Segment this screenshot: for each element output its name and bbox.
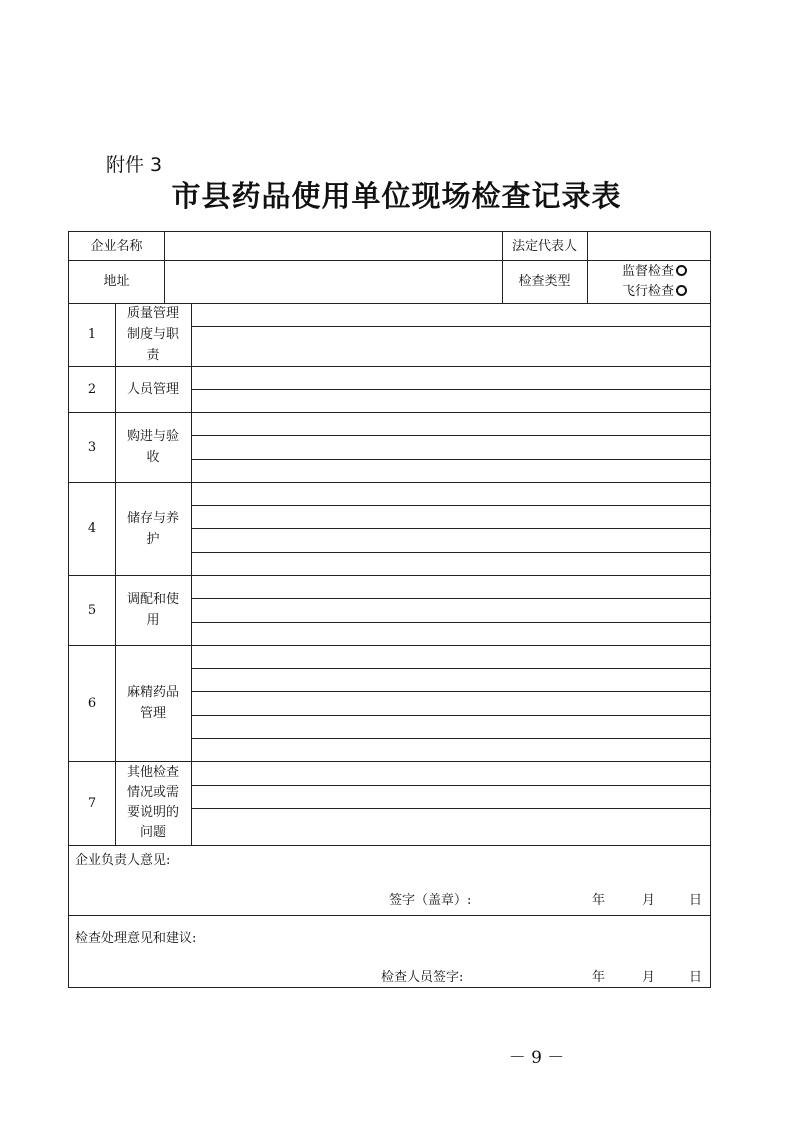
entry-line <box>191 326 710 327</box>
section-label-dispensing: 调配和使用 <box>126 592 179 628</box>
address-label: 地址 <box>103 274 130 289</box>
page-number: － 9 － <box>508 1048 565 1068</box>
entry-line <box>191 738 710 739</box>
radio-circle-icon[interactable] <box>676 265 687 276</box>
row-divider <box>69 845 710 846</box>
entry-line <box>191 668 710 669</box>
entry-line <box>191 808 710 809</box>
legal-rep-field[interactable] <box>587 232 710 260</box>
section-number: 7 <box>87 795 97 811</box>
option-supervision[interactable] <box>622 262 687 282</box>
year-label: 年 <box>592 893 606 908</box>
inspection-type-label: 检查类型 <box>518 274 571 289</box>
handling-opinion-label: 检查处理意见和建议: <box>75 931 197 946</box>
company-name-field[interactable] <box>164 232 502 260</box>
entry-line <box>191 528 710 529</box>
address-field[interactable] <box>164 260 502 303</box>
section-label-narcotics: 麻精药品管理 <box>126 685 179 721</box>
inspector-signature-label: 检查人员签字: <box>381 970 464 985</box>
entry-line <box>191 505 710 506</box>
section-number: 2 <box>87 381 97 397</box>
company-opinion-label: 企业负责人意见: <box>75 853 171 868</box>
entry-line <box>191 459 710 460</box>
row-divider <box>69 915 710 916</box>
section-number: 3 <box>87 439 97 455</box>
year-label: 年 <box>592 970 606 985</box>
section-label-quality: 质量管理制度与职责 <box>126 306 179 363</box>
entry-line <box>191 435 710 436</box>
legal-rep-label: 法定代表人 <box>511 238 577 254</box>
month-label: 月 <box>642 970 656 985</box>
inspection-type-options <box>587 260 710 303</box>
option-supervision-label: 监督检查 <box>621 263 674 279</box>
form-title: 市县药品使用单位现场检查记录表 <box>171 179 622 213</box>
section-label-other: 其他检查情况或需要说明的问题 <box>126 765 179 840</box>
entry-line <box>191 598 710 599</box>
signature-seal-label: 签字（盖章）: <box>389 893 472 908</box>
attachment-label: 附件 3 <box>106 154 163 176</box>
entry-line <box>191 691 710 692</box>
option-unannounced-label: 飞行检查 <box>621 283 674 299</box>
inspection-form-table <box>68 231 711 988</box>
section-label-purchase: 购进与验收 <box>126 429 179 465</box>
radio-circle-icon[interactable] <box>676 285 687 296</box>
entry-line <box>191 785 710 786</box>
entry-line <box>191 552 710 553</box>
entry-line <box>191 715 710 716</box>
entry-line <box>191 389 710 390</box>
entry-line <box>191 622 710 623</box>
option-unannounced[interactable] <box>622 282 687 302</box>
section-label-storage: 储存与养护 <box>126 510 179 547</box>
col-divider <box>191 303 192 845</box>
day-label: 日 <box>689 893 703 908</box>
section-number: 6 <box>87 695 97 711</box>
section-number: 5 <box>87 602 97 618</box>
company-name-label: 企业名称 <box>90 238 143 254</box>
day-label: 日 <box>689 970 703 985</box>
section-number: 1 <box>87 327 97 342</box>
month-label: 月 <box>642 893 656 908</box>
section-label-personnel: 人员管理 <box>126 381 179 397</box>
section-number: 4 <box>87 521 97 536</box>
